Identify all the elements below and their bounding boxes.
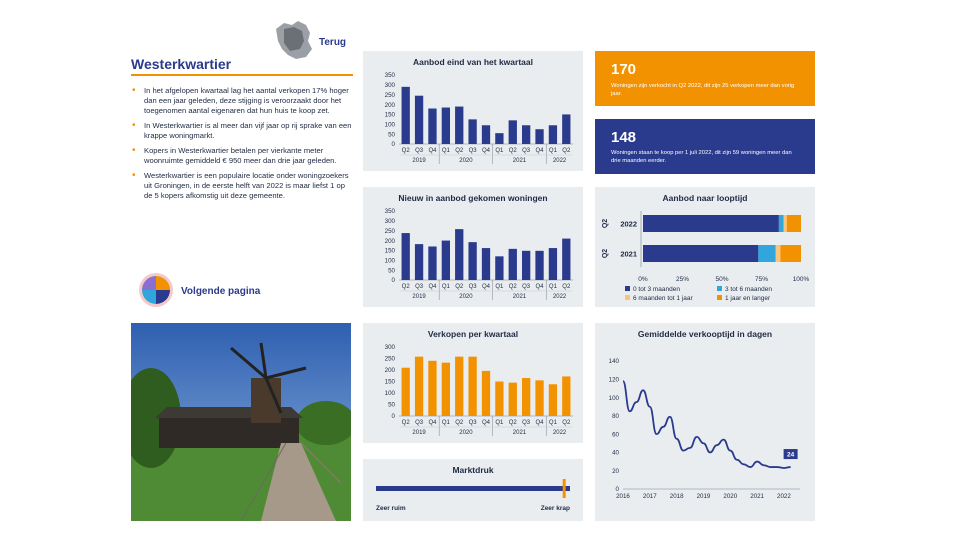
x-tick-label: Q2	[455, 148, 464, 154]
bar	[535, 129, 543, 144]
bar	[428, 361, 436, 416]
stacked-segment	[758, 245, 775, 262]
stacked-segment	[779, 215, 784, 232]
x-tick-label: Q1	[548, 284, 557, 290]
legend-label: 6 maanden tot 1 jaar	[633, 295, 693, 302]
bar	[562, 376, 570, 416]
bullet-item: • In Westerkwartier is al meer dan vijf jaar op rij sprake van een krappe woningmarkt.	[131, 121, 353, 141]
next-page-button[interactable]	[138, 272, 288, 308]
bullet-item: • Westerkwartier is een populaire locatie onder woningzoekers uit Groningen, in de eerste helft van 2022 is maar liefst 1 op de 5 kopers afkomstig uit deze gemeente.	[131, 171, 353, 201]
bar	[549, 125, 557, 144]
x-tick-label: Q1	[441, 420, 450, 426]
quarter-label: Q2	[602, 248, 609, 259]
pressure-track	[376, 486, 570, 491]
bar	[455, 107, 463, 144]
stat-number: 170	[611, 61, 637, 78]
x-tick-label: Q1	[548, 148, 557, 154]
bar	[415, 244, 423, 280]
y-tick-label: 350	[384, 208, 395, 216]
map-region-icon[interactable]	[272, 19, 316, 63]
bar	[522, 378, 530, 416]
title-underline	[131, 74, 353, 76]
x-tick-label: 0%	[638, 276, 648, 283]
bar	[455, 357, 463, 416]
bar-chart-nieuw-aanbod	[363, 187, 583, 307]
x-tick-label: Q4	[481, 284, 491, 290]
x-tick-label: Q4	[535, 148, 544, 154]
bar	[562, 239, 570, 280]
bar	[482, 371, 490, 416]
y-tick-label: 100	[384, 390, 395, 398]
pressure-high-label: Zeer krap	[540, 505, 570, 512]
chart-title: Nieuw in aanbod gekomen woningen	[398, 193, 548, 203]
x-tick-label: Q1	[495, 420, 504, 426]
x-tick-label: Q3	[415, 148, 424, 154]
x-tick-label: Q1	[441, 148, 450, 154]
y-tick-label: 40	[612, 449, 619, 457]
x-tick-label: Q2	[455, 420, 464, 426]
y-tick-label: 100	[608, 394, 619, 402]
legend-label: 0 tot 3 maanden	[633, 286, 680, 293]
stacked-segment	[643, 245, 758, 262]
y-tick-label: 50	[388, 401, 395, 409]
stat-box-for-sale	[595, 119, 815, 174]
windmill-photo	[131, 323, 351, 521]
x-tick-label: Q4	[428, 420, 437, 426]
x-tick-label: Q2	[562, 284, 571, 290]
bar	[495, 256, 503, 280]
legend-swatch	[625, 295, 630, 300]
year-label: 2019	[412, 294, 426, 300]
y-tick-label: 0	[391, 141, 395, 149]
y-tick-label: 60	[612, 431, 619, 439]
chart-title: Verkopen per kwartaal	[427, 329, 519, 339]
x-tick-label: Q2	[562, 420, 571, 426]
chart-panel-verkopen	[363, 323, 583, 443]
y-tick-label: 120	[608, 376, 619, 384]
stat-description: Woningen zijn verkocht in Q2 2022, dit zijn 25 verkopen meer dan vorig jaar.	[611, 83, 795, 97]
x-tick-label: Q3	[468, 148, 477, 154]
y-tick-label: 350	[384, 72, 395, 80]
bar-chart-verkopen	[363, 323, 583, 443]
legend-label: 3 tot 6 maanden	[725, 286, 772, 293]
x-tick-label: Q1	[441, 284, 450, 290]
bar	[468, 242, 476, 280]
chart-panel-nieuw-aanbod	[363, 187, 583, 307]
x-tick-label: Q4	[481, 420, 491, 426]
x-tick-label: Q3	[522, 420, 531, 426]
bar	[509, 383, 517, 416]
y-tick-label: 200	[384, 101, 395, 109]
end-value-label: 24	[786, 451, 795, 459]
x-tick-label: Q3	[468, 420, 477, 426]
year-label: 2020	[459, 294, 473, 300]
stacked-segment	[784, 215, 787, 232]
y-tick-label: 250	[384, 227, 395, 235]
year-label: 2022	[552, 430, 567, 436]
x-tick-label: Q2	[455, 284, 464, 290]
chart-title: Gemiddelde verkooptijd in dagen	[637, 329, 773, 339]
x-tick-label: 2017	[642, 493, 657, 500]
year-label: 2021	[512, 294, 527, 300]
line-chart-verkooptijd	[595, 323, 815, 521]
year-label: 2019	[412, 158, 426, 164]
pressure-marker	[563, 479, 566, 498]
next-page-label: Volgende pagina	[181, 286, 261, 297]
year-label: 2022	[552, 294, 567, 300]
y-tick-label: 250	[384, 91, 395, 99]
bar	[562, 114, 570, 144]
bar	[535, 251, 543, 280]
row-label: 2021	[620, 249, 637, 259]
bar	[509, 120, 517, 144]
x-tick-label: 2016	[616, 493, 630, 500]
bar-chart-aanbod	[363, 51, 583, 171]
x-tick-label: Q4	[481, 148, 491, 154]
x-tick-label: 2022	[777, 493, 791, 500]
chart-panel-verkooptijd	[595, 323, 815, 521]
legend-swatch	[717, 295, 722, 300]
bullet-item: • In het afgelopen kwartaal lag het aantal verkopen 17% hoger dan een jaar geleden, deze stijging is veroorzaakt door het toegenomen aantal eigenaren dat hun huis te koop zet.	[131, 86, 353, 116]
y-tick-label: 150	[384, 111, 395, 119]
stacked-segment	[643, 215, 779, 232]
y-tick-label: 150	[384, 378, 395, 386]
bar	[402, 87, 410, 144]
legend-label: 1 jaar en langer	[725, 295, 771, 302]
bar	[522, 125, 530, 144]
stacked-segment	[780, 245, 801, 262]
x-tick-label: Q2	[562, 148, 571, 154]
stat-description: Woningen staan te koop per 1 juli 2022, dit zijn 59 woningen meer dan drie maanden eerder.	[611, 150, 792, 164]
bar	[482, 125, 490, 144]
bar	[455, 229, 463, 280]
x-tick-label: 2021	[750, 493, 764, 500]
quarter-label: Q2	[602, 218, 609, 229]
x-tick-label: Q2	[401, 284, 410, 290]
bar	[428, 246, 436, 280]
x-tick-label: Q3	[415, 420, 424, 426]
year-label: 2021	[512, 430, 527, 436]
x-tick-label: 25%	[675, 276, 690, 283]
y-tick-label: 0	[391, 277, 395, 285]
chart-title: Aanbod naar looptijd	[662, 193, 748, 203]
bar	[495, 133, 503, 144]
x-tick-label: 2020	[723, 493, 738, 500]
y-tick-label: 300	[384, 82, 395, 90]
bullet-item: • Kopers in Westerkwartier betalen per vierkante meter woonruimte gemiddeld € 950 meer dan drie jaar geleden.	[131, 146, 353, 166]
bar	[428, 109, 436, 144]
bar	[415, 357, 423, 416]
y-tick-label: 250	[384, 355, 395, 363]
y-tick-label: 50	[388, 131, 395, 139]
page-title: Westerkwartier	[131, 56, 232, 72]
stacked-bar-looptijd	[595, 187, 815, 307]
x-tick-label: Q4	[428, 284, 437, 290]
y-tick-label: 200	[384, 367, 395, 375]
series-line	[623, 381, 791, 468]
bar	[495, 382, 503, 417]
x-tick-label: Q1	[495, 148, 504, 154]
x-tick-label: Q2	[401, 420, 410, 426]
year-label: 2020	[459, 158, 473, 164]
x-tick-label: Q4	[428, 148, 437, 154]
y-tick-label: 0	[615, 486, 619, 494]
bar	[468, 357, 476, 416]
year-label: 2020	[459, 430, 473, 436]
y-tick-label: 20	[612, 467, 619, 475]
bar	[482, 248, 490, 280]
legend-swatch	[717, 286, 722, 291]
back-link[interactable]: Terug	[319, 37, 347, 48]
bar	[442, 108, 450, 144]
x-tick-label: Q3	[468, 284, 477, 290]
year-label: 2019	[412, 430, 426, 436]
y-tick-label: 150	[384, 247, 395, 255]
y-tick-label: 100	[384, 257, 395, 265]
market-pressure-panel	[363, 459, 583, 521]
year-label: 2022	[552, 158, 567, 164]
x-tick-label: 75%	[754, 276, 769, 283]
x-tick-label: Q3	[522, 284, 531, 290]
bar	[549, 248, 557, 280]
chart-title: Aanbod eind van het kwartaal	[413, 57, 533, 67]
x-tick-label: Q3	[522, 148, 531, 154]
bar	[468, 119, 476, 144]
chart-panel-looptijd	[595, 187, 815, 307]
bar	[549, 384, 557, 416]
y-tick-label: 140	[608, 358, 619, 366]
bar	[402, 233, 410, 280]
x-tick-label: Q1	[548, 420, 557, 426]
pie-chart-icon	[138, 272, 174, 308]
chart-title: Marktdruk	[452, 465, 494, 475]
stat-number: 148	[611, 129, 637, 146]
x-tick-label: 50%	[715, 276, 729, 283]
x-tick-label: 2019	[696, 493, 711, 500]
stat-box-sold	[595, 51, 815, 106]
bar	[442, 363, 450, 416]
chart-panel-aanbod	[363, 51, 583, 171]
bar	[509, 249, 517, 280]
bar	[535, 380, 543, 416]
y-tick-label: 300	[384, 344, 395, 352]
bar	[402, 368, 410, 416]
y-tick-label: 100	[384, 121, 395, 129]
y-tick-label: 50	[388, 267, 395, 275]
bar	[415, 96, 423, 144]
bar	[442, 241, 450, 280]
x-tick-label: Q4	[535, 420, 544, 426]
summary-bullets	[131, 86, 353, 206]
y-tick-label: 80	[612, 413, 619, 421]
y-tick-label: 300	[384, 218, 395, 226]
stacked-segment	[776, 245, 781, 262]
row-label: 2022	[620, 219, 637, 229]
y-tick-label: 0	[391, 413, 395, 421]
x-tick-label: 100%	[792, 276, 810, 283]
year-label: 2021	[512, 158, 527, 164]
x-tick-label: 2018	[669, 493, 684, 500]
stacked-segment	[787, 215, 801, 232]
x-tick-label: Q2	[508, 420, 517, 426]
x-tick-label: Q2	[401, 148, 410, 154]
x-tick-label: Q2	[508, 284, 517, 290]
x-tick-label: Q2	[508, 148, 517, 154]
pressure-low-label: Zeer ruim	[376, 505, 406, 512]
y-tick-label: 200	[384, 237, 395, 245]
bar	[522, 251, 530, 280]
x-tick-label: Q1	[495, 284, 504, 290]
x-tick-label: Q3	[415, 284, 424, 290]
legend-swatch	[625, 286, 630, 291]
x-tick-label: Q4	[535, 284, 544, 290]
